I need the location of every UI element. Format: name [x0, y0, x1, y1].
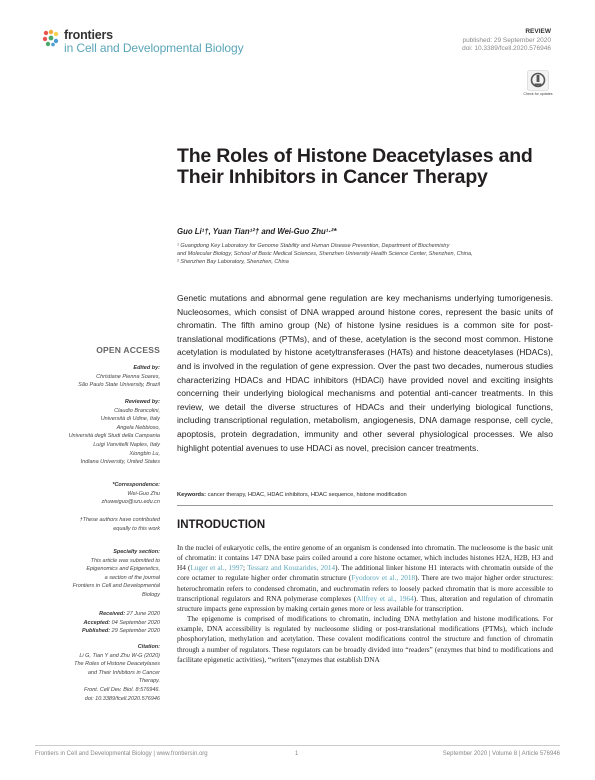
keywords-label: Keywords: — [177, 492, 207, 498]
dates-block — [82, 610, 160, 636]
correspondence-email[interactable]: zhuweiguo@szu.edu.cn — [101, 499, 160, 506]
accepted-label: Accepted: — [83, 619, 111, 626]
citation-line: and Their Inhibitors in Cancer — [87, 669, 160, 676]
footer-divider — [35, 745, 560, 746]
received-label: Received: — [99, 611, 126, 617]
text-span: ). The additional linker histone H1 interacts with chromatin outside of the core octamer to regulate higher order chromatin structure ( — [177, 564, 554, 583]
reviewer-line: Università di Udine, Italy — [100, 416, 160, 423]
specialty-line: Epigenomics and Epigenetics, — [86, 566, 160, 573]
accepted-date: 04 September 2020 — [111, 619, 160, 626]
citation-link[interactable]: Tessarz and Kouzarides, 2014 — [247, 564, 336, 573]
reviewed-by-label: Reviewed by: — [124, 399, 160, 405]
reviewed-by-block — [69, 398, 160, 467]
correspondence-label: *Correspondence: — [112, 482, 160, 488]
note-line: equally to this work — [113, 525, 160, 532]
check-for-updates-label: Check for updates — [523, 92, 553, 96]
affiliations — [177, 242, 557, 267]
citation-line: Front. Cell Dev. Biol. 8:576946. — [83, 686, 160, 693]
specialty-label: Specialty section: — [113, 549, 160, 555]
citation-line[interactable]: doi: 10.3389/fcell.2020.576946 — [84, 695, 160, 702]
correspondence-block — [102, 481, 160, 507]
article-type: REVIEW — [525, 28, 551, 35]
brand-name: frontiers — [64, 28, 113, 42]
text-span: ; — [242, 564, 248, 573]
keywords — [177, 492, 407, 498]
specialty-line: Biology — [141, 591, 160, 598]
specialty-line: Frontiers in Cell and Developmental — [72, 583, 160, 590]
citation-line: Li G, Tian Y and Zhu W-G (2020) — [79, 652, 160, 659]
editor-affiliation: São Paulo State University, Brazil — [78, 382, 160, 389]
article-title: The Roles of Histone Deacetylases and Their Inhibitors in Cancer Therapy — [177, 145, 533, 188]
text-span: ). Thus, alteration and regulation of chromatin structure impacts gene expression by making certain genes more or less available for transcription. — [177, 594, 553, 613]
doi-link[interactable]: doi: 10.3389/fcell.2020.576946 — [462, 45, 551, 52]
paragraph — [177, 543, 553, 614]
page-number: 1 — [295, 751, 299, 757]
footer-journal-link[interactable]: Frontiers in Cell and Developmental Biology | www.frontiersin.org — [35, 751, 208, 757]
affiliation-line: and Molecular Biology, School of Basic Medical Sciences, Shenzhen University Health Science Center, Shenzhen, China, — [177, 251, 473, 258]
published-date: published: 29 September 2020 — [462, 37, 551, 44]
reviewer-line: Università degli Studi della Campania — [68, 433, 160, 440]
keywords-text: cancer therapy, HDAC, HDAC inhibitors, HDAC sequence, histone modification — [207, 492, 407, 498]
open-access-label: OPEN ACCESS — [96, 345, 160, 355]
abstract: Genetic mutations and abnormal gene regulation are key mechanisms underlying tumorigenesis. Nucleosomes, which consist of DNA wrapped around histone cores, represent the basic units of chromatin. The fifth amino group (Nε) of histone lysine residues is a common site for post-translational modifications (PTMs), and of these, acetylation is the second most common. Histone acetylation is modulated by histone acetyltransferases (HATs) and histone deacetylases (HDACs), and is involved in the regulation of gene expression. Over the past two decades, numerous studies characterizing HDACs and HDAC inhibitors (HDACi) have provided novel and exciting insights concerning their underlying biological mechanisms and potential anti-cancer treatments. In this review, we detail the diverse structures of HDACs and their underlying biological functions, including transcriptional regulation, metabolism, angiogenesis, DNA damage response, cell cycle, apoptosis, protein degradation, immunity and other several physiological processes. We also highlight potential avenues to use HDACi as novel, precision cancer treatments. — [177, 293, 553, 453]
reviewer-line: Claudio Brancolini, — [114, 407, 160, 414]
author-list: Guo Li¹†, Yuan Tian¹²† and Wei-Guo Zhu¹·²* — [177, 227, 337, 236]
received-date: 27 June 2020 — [126, 611, 160, 617]
citation-line: Therapy. — [138, 678, 160, 685]
published-date-side: 29 September 2020 — [111, 628, 160, 635]
introduction-body — [177, 543, 553, 665]
reviewer-line: Indiana University, United States — [80, 459, 160, 466]
specialty-line: This article was submitted to — [90, 557, 160, 564]
reviewer-line: Xiongbin Lu, — [129, 450, 160, 457]
divider — [177, 505, 553, 506]
edited-by-block — [78, 364, 160, 390]
specialty-block — [73, 548, 160, 600]
journal-name: in Cell and Developmental Biology — [64, 41, 244, 55]
affiliation-line: ² Shenzhen Bay Laboratory, Shenzhen, China — [177, 259, 289, 266]
section-heading-introduction: INTRODUCTION — [177, 519, 266, 531]
text-span: In the nuclei of eukaryotic cells, the entire genome of an organism is condensed into chromatin. The nucleosome is the basic unit of chromatin: it contains 147 DNA base pairs coiled around a core histone octamer, which includes histones H2A, H2B, H3 and H4 ( — [177, 544, 553, 573]
equal-contribution-note — [80, 516, 160, 533]
citation-line: The Roles of Histone Deacetylases — [74, 661, 160, 668]
citation-label: Citation: — [137, 644, 160, 650]
editor-name: Christiane Pienna Soares, — [96, 373, 160, 380]
published-label: Published: — [82, 628, 111, 635]
citation-link[interactable]: Luger et al., 1997 — [190, 564, 243, 573]
reviewer-line: Luigi Vanvitelli Naples, Italy — [93, 441, 160, 448]
text-span: ). There are two major higher order structures: heterochromatin refers to condensed chromatin, and euchromatin refers to loosely packed chromatin that is more accessible to transcriptional regulators and RNA polymerase complexes ( — [177, 574, 553, 603]
citation-link[interactable]: Allfrey et al., 1964 — [356, 594, 414, 603]
footer-issue-info: September 2020 | Volume 8 | Article 576946 — [442, 751, 560, 757]
edited-by-label: Edited by: — [133, 365, 160, 371]
note-line: †These authors have contributed — [79, 517, 160, 523]
reviewer-line: Angela Nebbioso, — [116, 424, 160, 431]
citation-block — [74, 643, 160, 703]
specialty-line: a section of the journal — [104, 574, 160, 581]
citation-link[interactable]: Fyodorov et al., 2018 — [351, 574, 416, 583]
paragraph: The epigenome is comprised of modifications to chromatin, including DNA methylation and histone modifications. For example, DNA accessibility is regulated by nucleosome sliding or post-translational modifications (PTMs), which include phosphorylation, methylation and acetylation. These covalent modifications control the structure and function of chromatin through a number of regulators. These regulators can be broadly divided into “readers” (enzymes that bind to modifications and facilitate epigenetic activities), “writers”(enzymes that establish DNA — [177, 615, 553, 664]
frontiers-logo-icon — [42, 29, 60, 47]
correspondence-name: Wei-Guo Zhu — [127, 490, 160, 497]
affiliation-line: ¹ Guangdong Key Laboratory for Genome Stability and Human Disease Prevention, Department of Biochemistry — [177, 243, 450, 249]
